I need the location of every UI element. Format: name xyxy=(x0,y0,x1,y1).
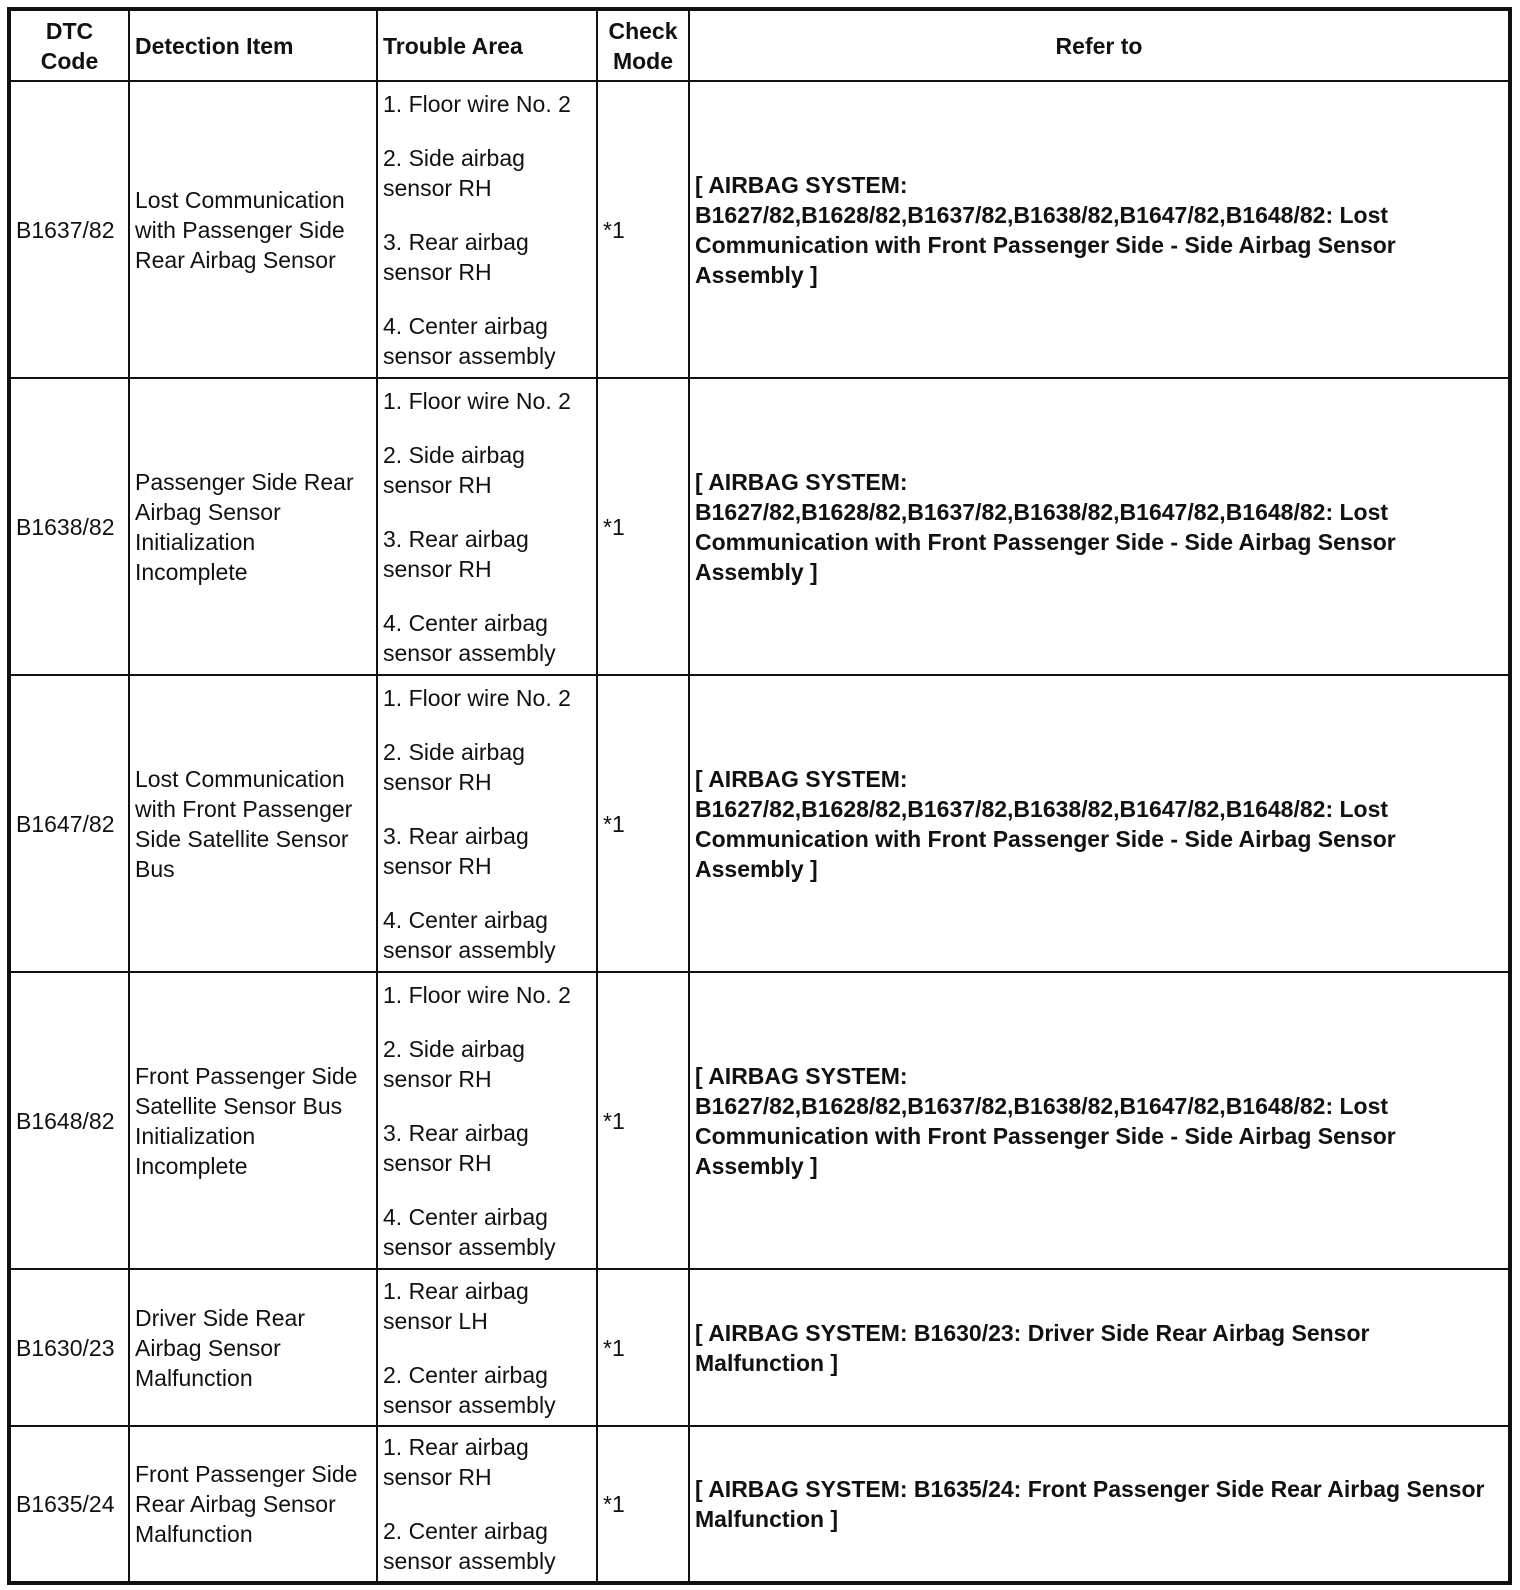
header-row xyxy=(9,9,1510,81)
table-row xyxy=(9,972,1510,1269)
table-row xyxy=(9,378,1510,675)
refer-to-link[interactable]: [ AIRBAG SYSTEM: B1627/82,B1628/82,B1637/82,B1638/82,B1647/82,B1648/82: Lost Communication with Front Passenger Side - Side Airbag Sensor Assembly ] xyxy=(689,972,1510,1269)
trouble-area-item: 1. Floor wire No. 2 xyxy=(383,387,571,414)
trouble-area-item: 3. Rear airbag sensor RH xyxy=(383,822,529,879)
trouble-area-item: 2. Side airbag sensor RH xyxy=(383,1035,525,1092)
trouble-area-cell xyxy=(377,81,597,378)
trouble-area-item: 4. Center airbag sensor assembly xyxy=(383,609,556,666)
trouble-area-item: 4. Center airbag sensor assembly xyxy=(383,312,556,369)
dtc-code-cell: B1630/23 xyxy=(9,1269,129,1426)
dtc-table xyxy=(7,7,1512,1585)
table-row xyxy=(9,81,1510,378)
check-mode-cell: *1 xyxy=(597,1269,689,1426)
trouble-area-item: 4. Center airbag sensor assembly xyxy=(383,906,556,963)
dtc-code-cell: B1635/24 xyxy=(9,1426,129,1583)
trouble-area-cell xyxy=(377,1269,597,1426)
refer-to-link[interactable]: [ AIRBAG SYSTEM: B1627/82,B1628/82,B1637/82,B1638/82,B1647/82,B1648/82: Lost Communication with Front Passenger Side - Side Airbag Sensor Assembly ] xyxy=(689,378,1510,675)
trouble-area-cell xyxy=(377,1426,597,1583)
header-refer-to: Refer to xyxy=(689,9,1510,81)
detection-item-cell: Front Passenger Side Rear Airbag Sensor Malfunction xyxy=(129,1426,377,1583)
refer-to-link[interactable]: [ AIRBAG SYSTEM: B1627/82,B1628/82,B1637/82,B1638/82,B1647/82,B1648/82: Lost Communication with Front Passenger Side - Side Airbag Sensor Assembly ] xyxy=(689,675,1510,972)
header-trouble-area: Trouble Area xyxy=(377,9,597,81)
trouble-area-item: 2. Side airbag sensor RH xyxy=(383,738,525,795)
trouble-area-item: 2. Side airbag sensor RH xyxy=(383,144,525,201)
trouble-area-item: 1. Rear airbag sensor LH xyxy=(383,1277,529,1334)
header-dtc-code: DTC Code xyxy=(9,9,129,81)
dtc-code-cell: B1648/82 xyxy=(9,972,129,1269)
dtc-code-cell: B1638/82 xyxy=(9,378,129,675)
trouble-area-cell xyxy=(377,378,597,675)
trouble-area-item: 2. Center airbag sensor assembly xyxy=(383,1361,556,1418)
detection-item-cell: Driver Side Rear Airbag Sensor Malfunction xyxy=(129,1269,377,1426)
trouble-area-item: 3. Rear airbag sensor RH xyxy=(383,228,529,285)
detection-item-cell: Lost Communication with Passenger Side Rear Airbag Sensor xyxy=(129,81,377,378)
header-check-mode: Check Mode xyxy=(597,9,689,81)
check-mode-cell: *1 xyxy=(597,81,689,378)
table-row xyxy=(9,675,1510,972)
trouble-area-cell xyxy=(377,675,597,972)
dtc-code-cell: B1647/82 xyxy=(9,675,129,972)
check-mode-cell: *1 xyxy=(597,378,689,675)
check-mode-cell: *1 xyxy=(597,972,689,1269)
trouble-area-item: 3. Rear airbag sensor RH xyxy=(383,1119,529,1176)
detection-item-cell: Front Passenger Side Satellite Sensor Bus Initialization Incomplete xyxy=(129,972,377,1269)
trouble-area-item: 2. Center airbag sensor assembly xyxy=(383,1518,556,1574)
detection-item-cell: Passenger Side Rear Airbag Sensor Initialization Incomplete xyxy=(129,378,377,675)
trouble-area-item: 1. Floor wire No. 2 xyxy=(383,981,571,1008)
check-mode-cell: *1 xyxy=(597,675,689,972)
trouble-area-item: 1. Rear airbag sensor RH xyxy=(383,1434,529,1490)
trouble-area-item: 3. Rear airbag sensor RH xyxy=(383,525,529,582)
header-detection-item: Detection Item xyxy=(129,9,377,81)
dtc-code-cell: B1637/82 xyxy=(9,81,129,378)
refer-to-link[interactable]: [ AIRBAG SYSTEM: B1627/82,B1628/82,B1637/82,B1638/82,B1647/82,B1648/82: Lost Communication with Front Passenger Side - Side Airbag Sensor Assembly ] xyxy=(689,81,1510,378)
trouble-area-item: 1. Floor wire No. 2 xyxy=(383,684,571,711)
table-row xyxy=(9,1269,1510,1426)
refer-to-link[interactable]: [ AIRBAG SYSTEM: B1630/23: Driver Side Rear Airbag Sensor Malfunction ] xyxy=(689,1269,1510,1426)
trouble-area-item: 1. Floor wire No. 2 xyxy=(383,90,571,117)
trouble-area-item: 4. Center airbag sensor assembly xyxy=(383,1203,556,1260)
detection-item-cell: Lost Communication with Front Passenger Side Satellite Sensor Bus xyxy=(129,675,377,972)
refer-to-link[interactable]: [ AIRBAG SYSTEM: B1635/24: Front Passenger Side Rear Airbag Sensor Malfunction ] xyxy=(689,1426,1510,1583)
check-mode-cell: *1 xyxy=(597,1426,689,1583)
trouble-area-item: 2. Side airbag sensor RH xyxy=(383,441,525,498)
trouble-area-cell xyxy=(377,972,597,1269)
table-row xyxy=(9,1426,1510,1583)
